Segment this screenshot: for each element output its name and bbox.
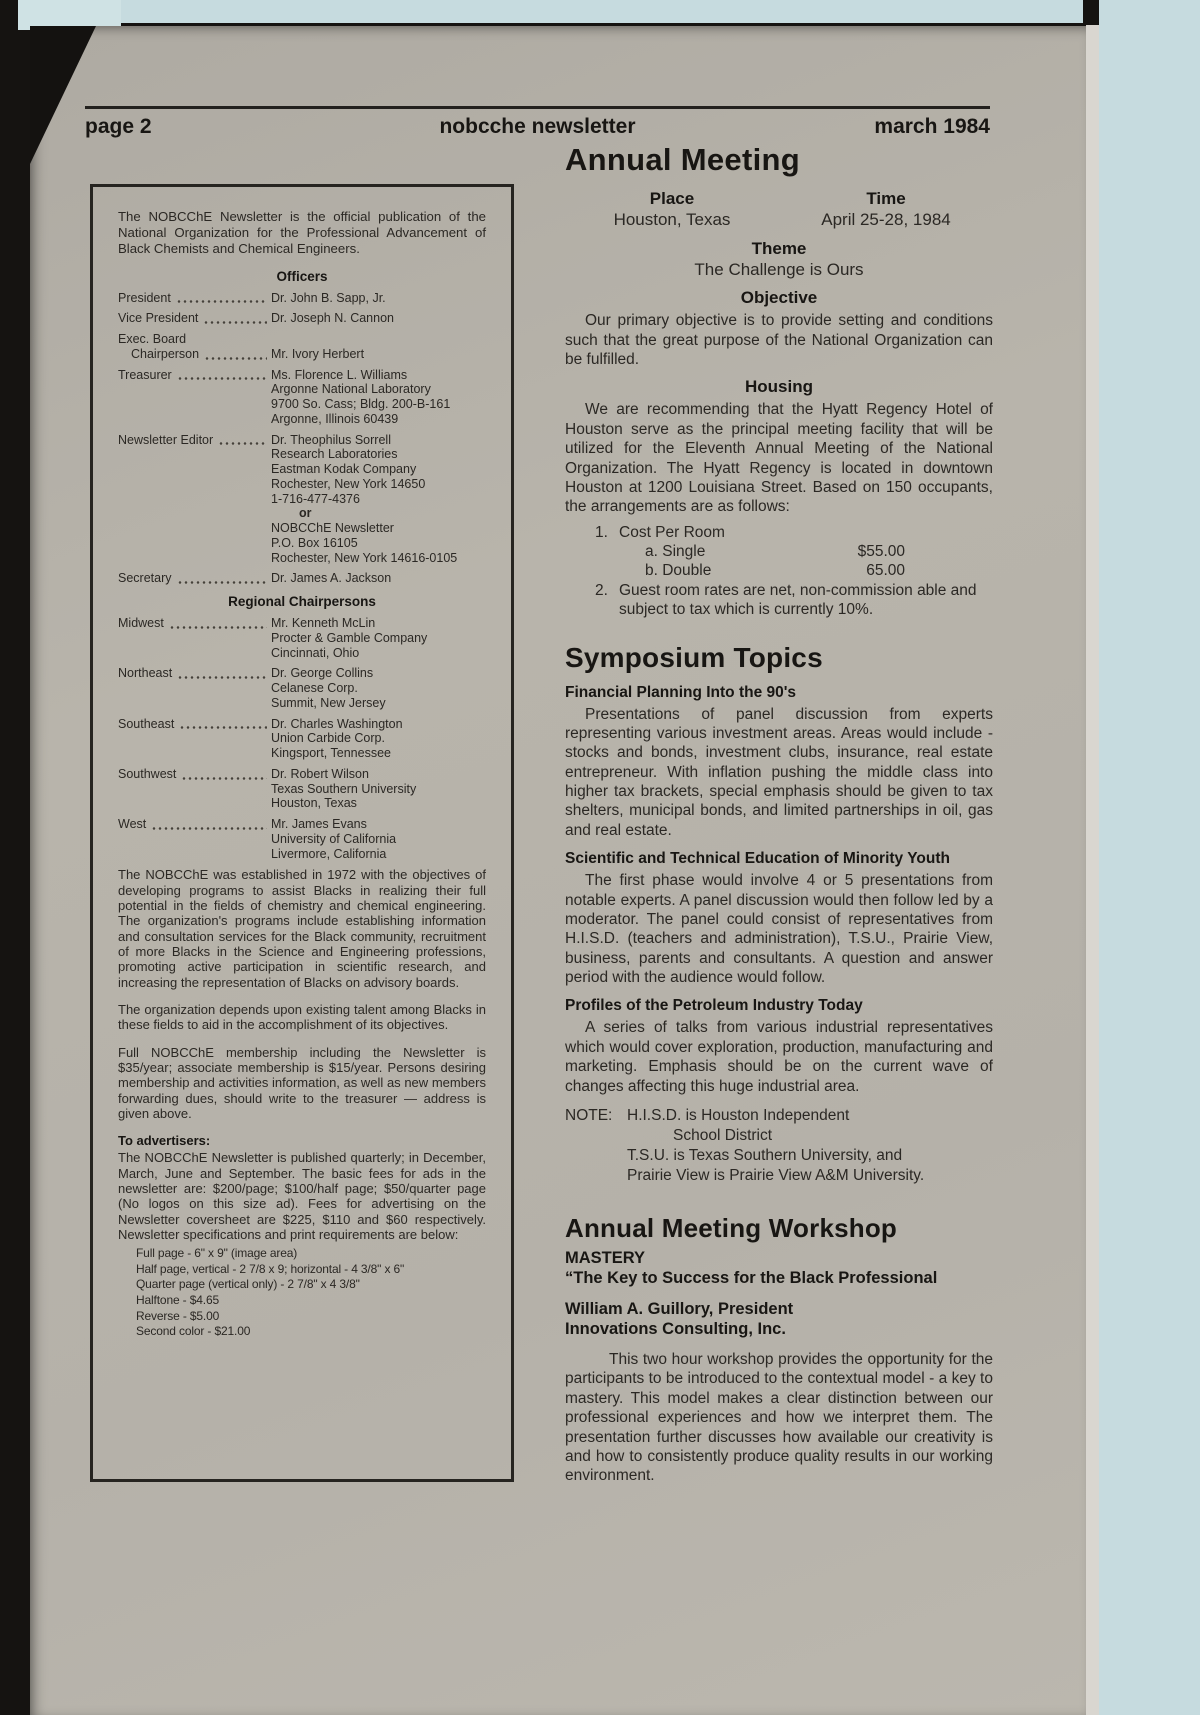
officer-value-line: 9700 So. Cass; Bldg. 200-B-161: [271, 397, 451, 412]
region-entry: [118, 616, 486, 660]
officer-label: Exec. Board: [118, 332, 187, 347]
region-row: [118, 616, 486, 631]
ad-spec-line: Half page, vertical - 2 7/8 x 9; horizontal - 4 3/8" x 6": [136, 1261, 405, 1276]
officer-value: Dr. Joseph N. Cannon: [271, 311, 394, 326]
region-label: Southwest: [118, 766, 177, 781]
dotted-leader: [205, 357, 267, 360]
officer-value-line: Research Laboratories: [271, 447, 398, 462]
region-value: Dr. George Collins: [271, 666, 374, 681]
officer-label: Newsletter Editor: [118, 432, 214, 447]
workshop-presenter-company: Innovations Consulting, Inc.: [565, 1320, 786, 1339]
officer-entry: [118, 332, 486, 362]
room-rate-row: [645, 561, 905, 580]
note-line: T.S.U. is Texas Southern University, and: [627, 1147, 903, 1165]
officer-value: Dr. Theophilus Sorrell: [271, 432, 391, 447]
page-corner-shadow: [30, 26, 96, 164]
paper-edge-top: [121, 0, 1083, 23]
symposium-topic-text: Presentations of panel discussion from experts representing various investment areas. Areas would include - stocks and bonds, investment clubs, insurance, real estate entrepreneur. With inflation pushing the middle class into higher tax brackets, special emphasis should be given to tax shelters, municipal bonds, and limited partnerships in oil, gas and real estate.: [565, 705, 993, 839]
officer-entry: [118, 433, 486, 566]
officer-entry: [118, 291, 486, 306]
officer-value-line: Eastman Kodak Company: [271, 462, 417, 477]
housing-arrangements-list: [595, 523, 993, 620]
region-value-line: Cincinnati, Ohio: [271, 645, 360, 660]
region-value-line: Kingsport, Tennessee: [271, 746, 391, 761]
housing-label: Housing: [745, 377, 813, 397]
ad-spec-line: Second color - $21.00: [136, 1324, 251, 1339]
housing-item: [595, 581, 993, 620]
region-value: Mr. Kenneth McLin: [271, 616, 376, 631]
dotted-leader: [170, 626, 267, 629]
officers-list: [118, 291, 486, 587]
workshop-text: This two hour workshop provides the opportunity for the participants to be introduced to the contextual model - a key to mastery. This model makes a clear distinction between our professional experiences and how we interpret them. The presentation further discusses how available our creativity is and how to consistently produce quality results in our working environment.: [565, 1351, 993, 1485]
dotted-leader: [204, 321, 267, 324]
officer-row: [118, 368, 486, 383]
advertisers-heading: To advertisers:: [118, 1133, 211, 1149]
room-rate-row: [645, 542, 905, 561]
place-time-block: [565, 188, 993, 231]
place-value: Houston, Texas: [613, 210, 731, 230]
officer-entry: [118, 368, 486, 427]
region-entry: [118, 817, 486, 861]
dotted-leader: [177, 300, 267, 303]
officer-label: Vice President: [118, 311, 199, 326]
housing-text: We are recommending that the Hyatt Regency Hotel of Houston serve as the principal meeting facility that will be utilized for the Eleventh Annual Meeting of the National Organization. The Hyatt Regency is located in downtown Houston at 1200 Louisiana Street. Based on 150 occupants, the arrangements are as follows:: [565, 401, 993, 516]
region-label: West: [118, 817, 147, 832]
officer-value-line: Argonne National Laboratory: [271, 382, 431, 397]
theme-label: Theme: [751, 239, 807, 259]
region-entry: [118, 767, 486, 811]
region-value-line: University of California: [271, 831, 397, 846]
officer-row: [118, 347, 486, 362]
officer-value: Dr. John B. Sapp, Jr.: [271, 290, 386, 305]
ad-specs-list: [118, 1246, 486, 1340]
region-label: Northeast: [118, 666, 173, 681]
ad-spec-line: Halftone - $4.65: [136, 1292, 219, 1307]
dotted-leader: [219, 442, 267, 445]
workshop-subtitle-key: “The Key to Success for the Black Professional: [565, 1269, 938, 1288]
region-value-line: Union Carbide Corp.: [271, 731, 385, 746]
regional-chairpersons-list: [118, 616, 486, 861]
symposium-topics-heading: Symposium Topics: [565, 641, 823, 673]
ad-spec-line: Full page - 6" x 9" (image area): [136, 1246, 298, 1261]
time-value: April 25-28, 1984: [821, 210, 951, 230]
paper-edge-right: [1099, 0, 1200, 1715]
symposium-topic-heading: Financial Planning Into the 90's: [565, 683, 797, 701]
region-row: [118, 817, 486, 832]
dotted-leader: [178, 676, 267, 679]
officer-value: Dr. James A. Jackson: [271, 571, 392, 586]
main-column: [565, 142, 993, 1492]
dotted-leader: [178, 581, 268, 584]
place-cell: [565, 188, 779, 231]
region-value: Dr. Charles Washington: [271, 716, 403, 731]
objective-text: Our primary objective is to provide setting and conditions such that the great purpose of the National Organization can be fulfilled.: [565, 312, 993, 369]
dotted-leader: [180, 726, 267, 729]
officer-value: Mr. Ivory Herbert: [271, 346, 365, 361]
ad-spec-line: Quarter page (vertical only) - 2 7/8" x 4 3/8": [136, 1277, 360, 1292]
symposium-topic-heading: Scientific and Technical Education of Minority Youth: [565, 850, 950, 868]
workshop-subtitle-mastery: MASTERY: [565, 1248, 646, 1267]
housing-item-number: 2.: [595, 581, 608, 599]
region-value-line: Livermore, California: [271, 846, 387, 861]
regional-heading: Regional Chairpersons: [228, 594, 376, 610]
officer-value-line: or: [299, 506, 312, 521]
objective-label: Objective: [740, 288, 818, 308]
advertisers-paragraph: The NOBCChE Newsletter is published quarterly; in December, March, June and September. The basic fees for ads in the newsletter are: $200/page; $100/half page; $50/quarter page (No logos on this size ad). Fees for advertising on the Newsletter coversheet are $225, $110 and $60 respectively. Newsletter specifications and print requirements are below:: [118, 1150, 486, 1242]
mission-paragraph: The organization depends upon existing talent among Blacks in these fields to aid in the accomplishment of its objectives.: [118, 1001, 486, 1033]
officer-label: Secretary: [118, 571, 172, 586]
region-entry: [118, 717, 486, 761]
region-value: Mr. James Evans: [271, 817, 367, 832]
region-value-line: Procter & Gamble Company: [271, 630, 428, 645]
housing-item-number: 1.: [595, 523, 608, 541]
note-line: H.I.S.D. is Houston Independent: [627, 1106, 850, 1124]
symposium-topic-heading: Profiles of the Petroleum Industry Today: [565, 997, 863, 1015]
masthead-intro: The NOBCChE Newsletter is the official publication of the National Organization for the Professional Advancement of Black Chemists and Chemical Engineers.: [118, 209, 486, 256]
dotted-leader: [152, 827, 267, 830]
officer-label: Treasurer: [118, 367, 172, 382]
dotted-leader: [182, 777, 267, 780]
housing-item: [595, 523, 993, 542]
officer-value-line: 1-716-477-4376: [271, 491, 360, 506]
officer-label: Chairperson: [131, 346, 200, 361]
officer-value-line: P.O. Box 16105: [271, 535, 358, 550]
note-line: Prairie View is Prairie View A&M University.: [627, 1167, 925, 1185]
symposium-topics: [565, 684, 993, 1096]
room-price: $55.00: [857, 543, 905, 561]
officer-row: [118, 433, 486, 448]
region-label: Midwest: [118, 616, 164, 631]
region-value: Dr. Robert Wilson: [271, 766, 369, 781]
room-type: b. Double: [645, 562, 712, 580]
workshop-presenter-name: William A. Guillory, President: [565, 1299, 794, 1318]
region-row: [118, 717, 486, 732]
masthead-box: [90, 184, 514, 1482]
theme-value: The Challenge is Ours: [694, 260, 864, 280]
symposium-topic-text: A series of talks from various industrial representatives which would cover exploration, production, manufacturing and marketing. Emphasis should be on the current wave of changes affecting this huge industrial area.: [565, 1019, 993, 1095]
officer-row: [118, 311, 486, 326]
officer-row: [118, 571, 486, 586]
page-header: [85, 106, 990, 139]
time-label: Time: [866, 189, 906, 208]
page-edge-right: [1086, 25, 1099, 1715]
issue-date: march 1984: [874, 115, 990, 138]
annual-meeting-heading: Annual Meeting: [565, 142, 800, 177]
region-value-line: Texas Southern University: [271, 781, 417, 796]
region-label: Southeast: [118, 716, 175, 731]
housing-item-text: Guest room rates are net, non-commission able and subject to tax which is currently 10%.: [619, 581, 977, 619]
region-entry: [118, 666, 486, 710]
officer-entry: [118, 571, 486, 586]
newsletter-page: [30, 26, 1086, 1715]
symposium-topic-text: The first phase would involve 4 or 5 presentations from notable experts. A panel discussion would then follow led by a moderator. The panel could consist of representatives from H.I.S.D. (teachers and administration), T.S.U., Prairie View, business, parents and consultants. A question and answer period with the audience would follow.: [565, 872, 993, 987]
ad-spec-line: Reverse - $5.00: [136, 1308, 220, 1323]
region-value-line: Summit, New Jersey: [271, 695, 386, 710]
note-label: NOTE:: [565, 1106, 613, 1124]
note-line: School District: [673, 1127, 773, 1145]
room-type: a. Single: [645, 543, 706, 561]
place-label: Place: [649, 189, 695, 208]
officer-value-line: Rochester, New York 14616-0105: [271, 550, 458, 565]
officer-value-line: Argonne, Illinois 60439: [271, 411, 399, 426]
region-value-line: Celanese Corp.: [271, 681, 358, 696]
about-paragraph: The NOBCChE was established in 1972 with the objectives of developing programs to assist Blacks in realizing their full potential in the fields of chemistry and chemical engineering. The organization's programs include establishing information and consultation services for the Black community, recruitment of more Blacks in the Science and Engineering professions, promoting active participation in scientific research, and increasing the representation of Blacks on advisory boards.: [118, 867, 486, 990]
workshop-heading: Annual Meeting Workshop: [565, 1212, 898, 1243]
housing-item-text: Cost Per Room: [619, 523, 725, 541]
officer-value: Ms. Florence L. Williams: [271, 367, 408, 382]
newsletter-title: nobcche newsletter: [439, 115, 636, 138]
officer-label: President: [118, 290, 171, 305]
region-row: [118, 767, 486, 782]
note-lines: [627, 1106, 993, 1187]
dotted-leader: [178, 377, 267, 380]
membership-paragraph: Full NOBCChE membership including the Newsletter is $35/year; associate membership is $15/year. Persons desiring membership and activities information, as well as new members forwarding dues, should write to the treasurer — address is given above.: [118, 1044, 486, 1121]
officer-row: [118, 291, 486, 306]
region-row: [118, 666, 486, 681]
officer-value-line: NOBCChE Newsletter: [271, 521, 394, 536]
page-number: page 2: [85, 115, 152, 138]
time-cell: [779, 188, 993, 231]
officer-entry: [118, 311, 486, 326]
officer-value-line: Rochester, New York 14650: [271, 476, 426, 491]
region-value-line: Houston, Texas: [271, 796, 357, 811]
note-block: [565, 1106, 993, 1187]
room-price: 65.00: [866, 562, 905, 580]
officers-heading: Officers: [276, 268, 328, 284]
